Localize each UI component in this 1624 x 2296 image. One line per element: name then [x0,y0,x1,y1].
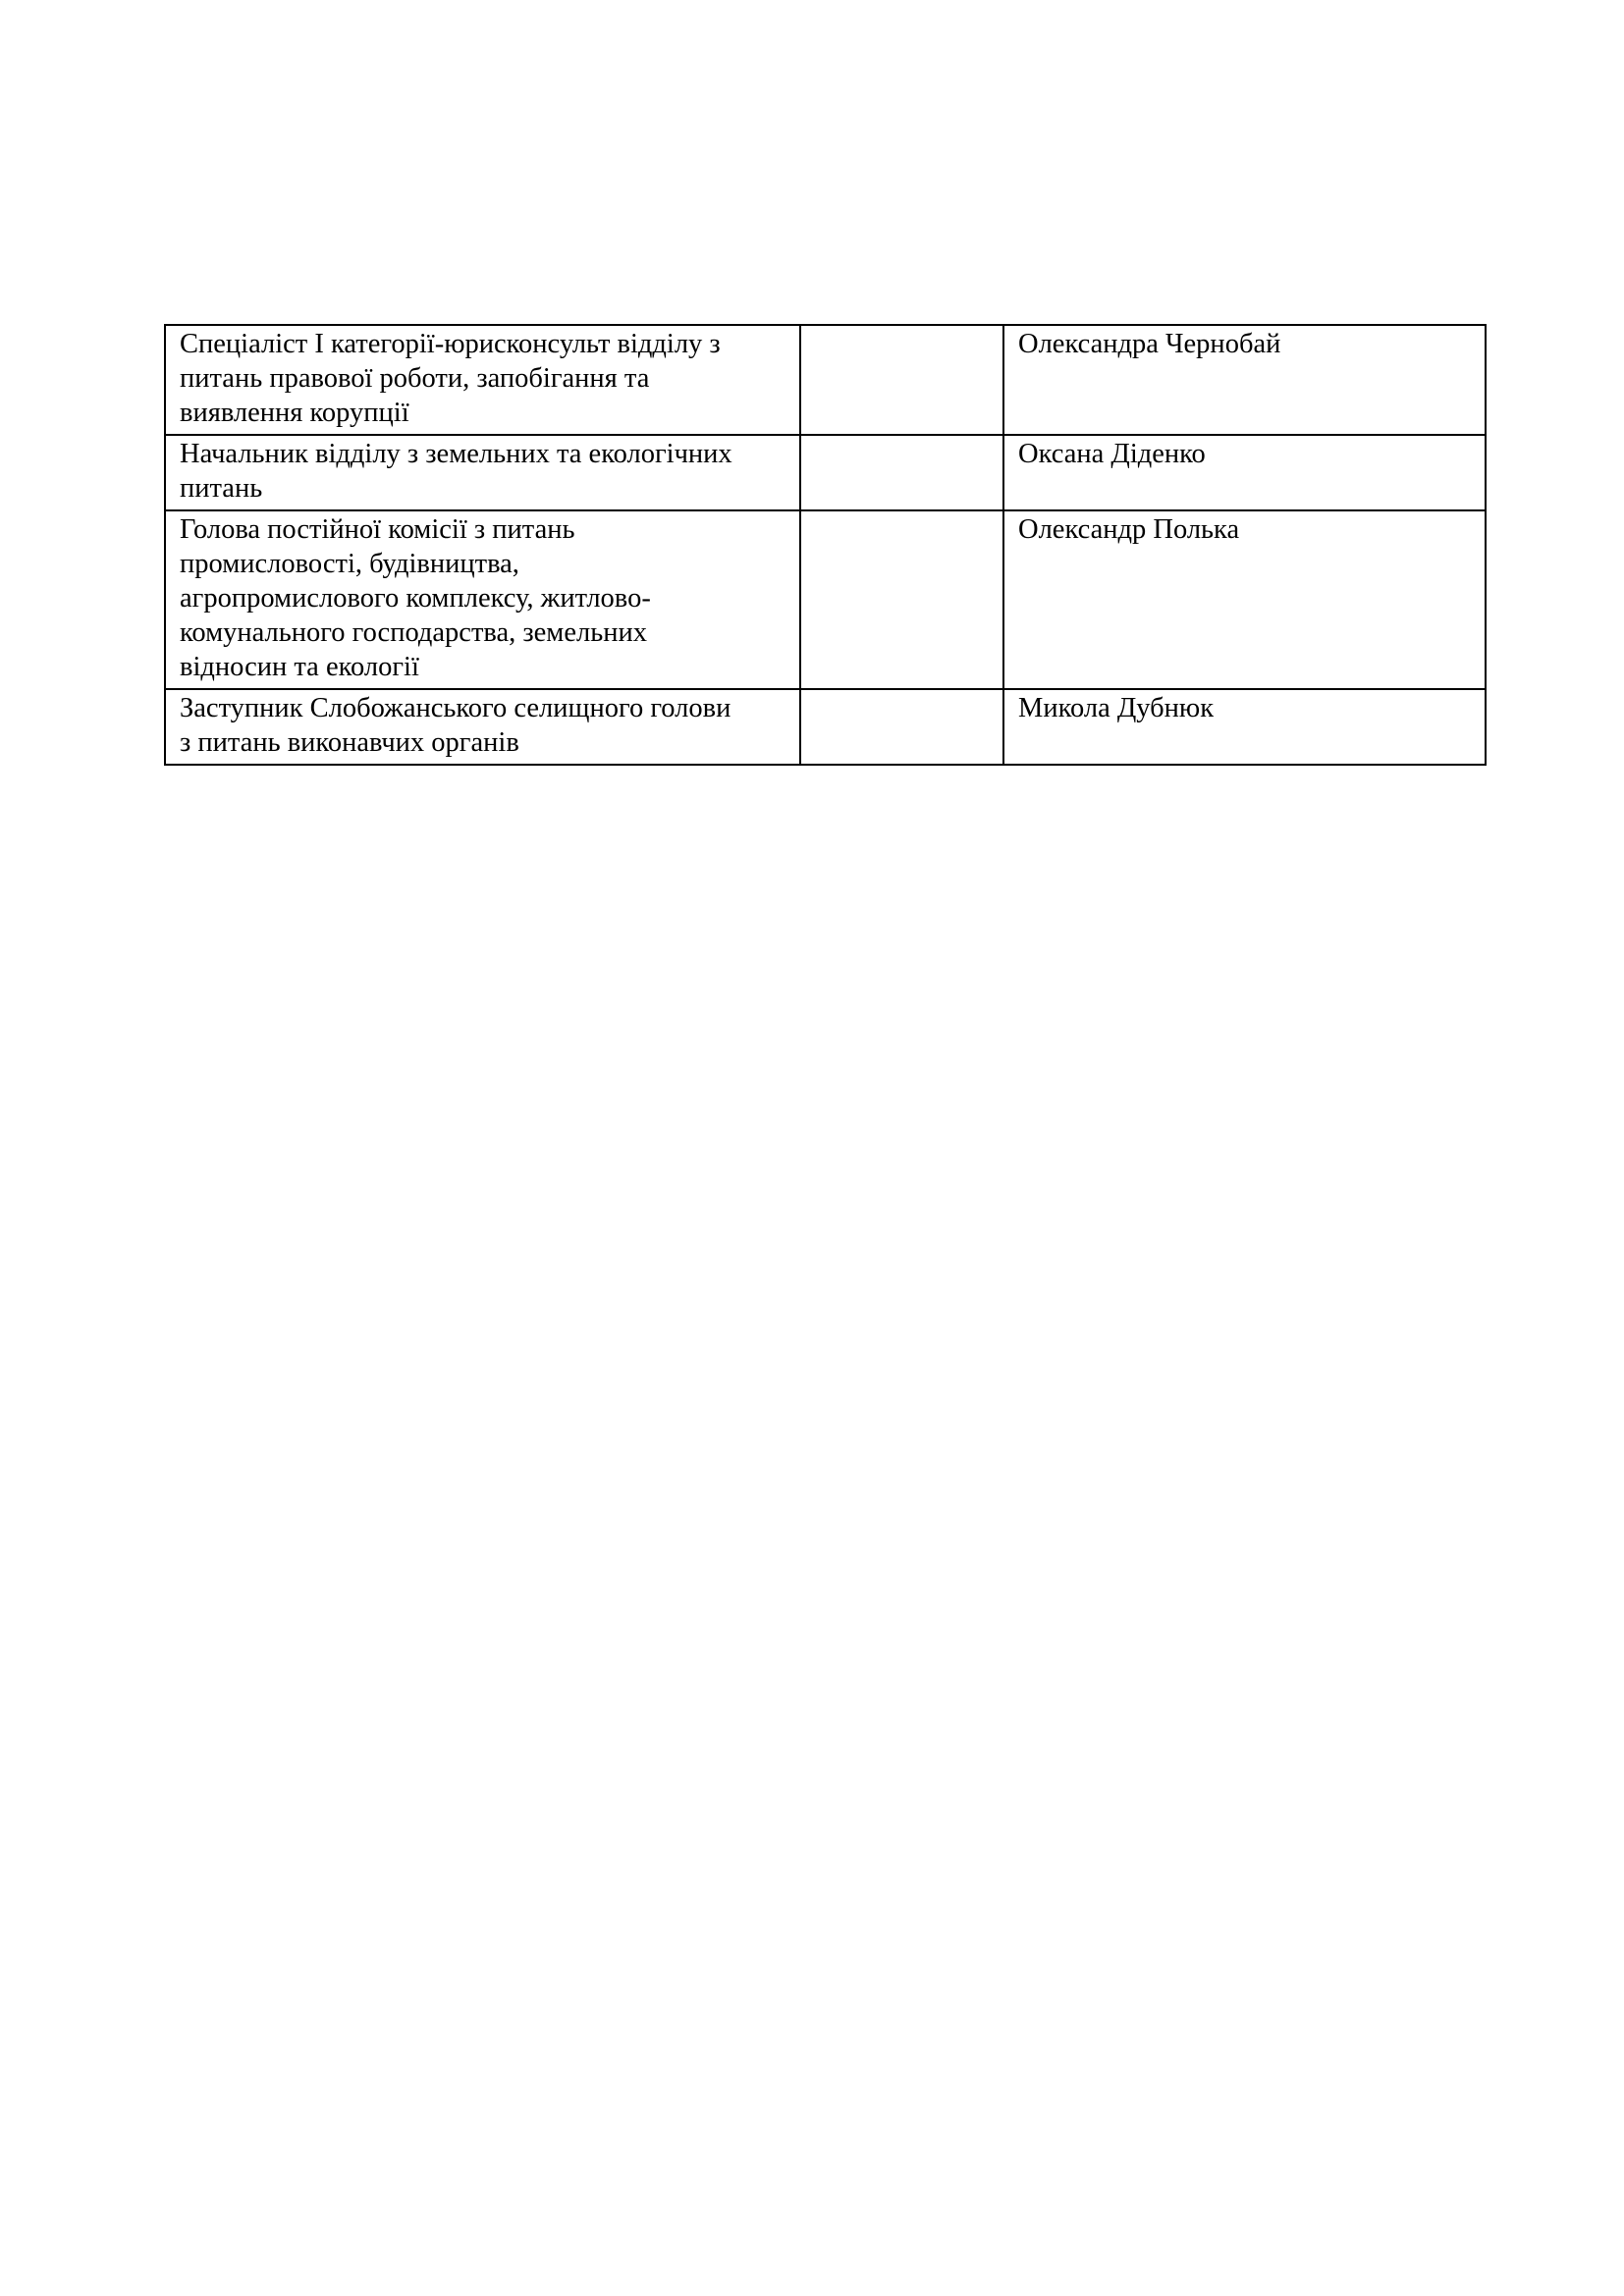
position-text-line: Начальник відділу з земельних та екологічних [180,439,732,469]
position-text-line: промисловості, будівництва, [180,549,519,579]
name-cell: Олександра Чернобай [1003,325,1486,435]
table-row [165,689,1486,765]
signature-cell [800,325,1003,435]
name-cell: Оксана Діденко [1003,435,1486,510]
position-text-line: з питань виконавчих органів [180,727,519,758]
signature-cell [800,435,1003,510]
position-text-line: агропромислового комплексу, житлово- [180,583,651,614]
position-text-line: питань правової роботи, запобігання та [180,363,650,394]
table-row [165,510,1486,689]
position-text-line: Голова постійної комісії з питань [180,514,575,545]
position-text-line: Заступник Слобожанського селищного голови [180,693,731,723]
signature-cell [800,689,1003,765]
position-text-line: виявлення корупції [180,398,409,428]
position-text-line: питань [180,473,263,504]
name-cell: Олександр Полька [1003,510,1486,689]
table-row [165,435,1486,510]
position-cell [165,435,800,510]
position-text-line: Спеціаліст І категорії-юрисконсульт відділу з [180,329,721,359]
position-cell [165,510,800,689]
approval-table [164,324,1487,766]
position-text-line: відносин та екології [180,652,419,682]
position-cell [165,689,800,765]
position-text-line: комунального господарства, земельних [180,617,647,648]
signature-cell [800,510,1003,689]
name-cell: Микола Дубнюк [1003,689,1486,765]
table-row [165,325,1486,435]
position-cell [165,325,800,435]
